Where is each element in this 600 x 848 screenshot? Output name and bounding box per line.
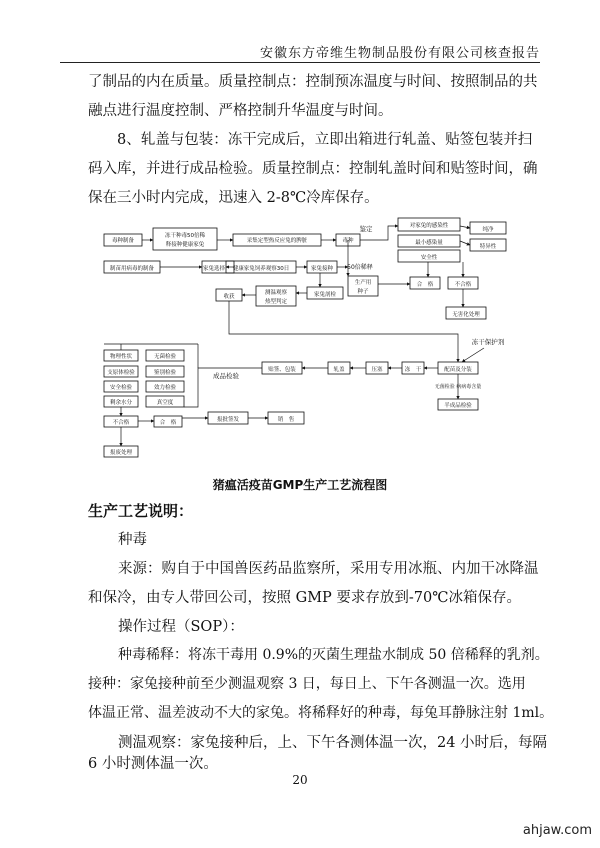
fc-pass-1: 合 格: [416, 282, 434, 288]
fc-safety-test: 安全检验: [109, 385, 133, 391]
fc-prod-seed-2: 种子: [357, 289, 369, 295]
fc-collect-spleen: 采集定型热反应兔的脾脏: [246, 238, 308, 244]
fc-fail-1: 不合格: [454, 282, 472, 288]
fc-sale: 销 售: [277, 417, 295, 423]
fc-min-dose: 最小感染量: [415, 240, 443, 246]
fc-product-test: 成品检验: [213, 372, 239, 380]
fc-harmless-1: 无害化处理: [452, 312, 480, 318]
fc-dilute-50: 50倍稀释: [347, 264, 373, 271]
fc-vacuum: 真空度: [156, 400, 174, 406]
fc-rabbit-inoc: 家兔接种: [310, 266, 334, 272]
source-line-2: 和保冷，由专人带回公司，按照 GMP 要求存放到-70℃冰箱保存。: [88, 590, 521, 606]
section-title: 生产工艺说明：: [88, 502, 194, 520]
fc-safety: 安全性: [420, 255, 438, 261]
header-rule: [60, 62, 540, 63]
fc-batch-issue: 报批签发: [216, 417, 240, 423]
fc-rabbit-infectivity: 对家兔的感染性: [409, 223, 449, 229]
fc-identify: 鉴定: [359, 225, 373, 233]
fc-fail-2: 不合格: [112, 420, 130, 426]
fc-prod-seed-1: 生产用: [354, 280, 372, 286]
source-line-1: 来源：购自于中国兽医药品监察所，采用专用冰瓶、内加干冰降温: [118, 561, 539, 577]
watermark: ahjaw.com: [522, 823, 592, 838]
fc-potency: 效力检验: [153, 385, 177, 391]
inoc-line-1: 接种：家兔接种前至少测温观察 3 日，每日上、下午各测温一次。选用: [88, 676, 526, 692]
paragraph-capping-packaging: 8、轧盖与包装：冻干完成后，立即出箱进行轧盖、贴签包装并扫码入库，并进行成品检验。质量控制点：控制轧盖时间和贴签时间，确保在三小时内完成，迅速入 2-8℃冷库保存。: [88, 132, 538, 206]
fc-observe-30: 健康家兔饲养观察30日: [232, 266, 290, 272]
fc-identification: 鉴别检验: [153, 370, 177, 376]
flowchart-caption: 猪瘟活疫苗GMP生产工艺流程图: [212, 478, 388, 492]
fc-moisture: 剩余水分: [109, 400, 133, 406]
fc-seed-inoc-2: 释接种健康家兔: [165, 242, 205, 248]
report-header: 安徽东方帝维生物制品股份有限公司核查报告: [259, 46, 540, 61]
fc-rabbit-necropsy: 家兔剖检: [313, 292, 337, 298]
fc-seed-prep: 毒种制备: [111, 238, 135, 244]
fc-harvest: 收获: [223, 294, 235, 300]
seed-title: 种毒: [118, 532, 147, 548]
fc-mycoplasma: 支原体检验: [107, 370, 135, 376]
fc-capping: 轧盖: [333, 367, 345, 373]
fc-sterile-virus: 无菌检验 病病毒含量: [434, 384, 482, 390]
paragraph-lyophilization-end: 了制品的内在质量。质量控制点：控制预冻温度与时间、按照制品的共融点进行温度控制、严格控制升华温度与时间。: [88, 74, 538, 119]
fc-physical: 物理性状: [109, 354, 133, 360]
fc-purity: 纯净: [482, 227, 494, 233]
temp-line-1: 测温观察：家兔接种后，上、下午各测体温一次，24 小时后，每隔: [118, 735, 548, 751]
dilute-line: 种毒稀释：将冻干毒用 0.9%的灭菌生理盐水制成 50 倍稀释的乳剂。: [118, 647, 549, 663]
temp-line-2: 6 小时测体温一次。: [88, 756, 218, 772]
fc-dispense: 配苗及分装: [444, 367, 472, 373]
fc-scrap: 报废处理: [109, 450, 133, 456]
fc-virus-prep: 制苗用病毒的制备: [109, 266, 155, 272]
fc-temp-judge-1: 测温观察: [264, 290, 288, 296]
fc-pass-2: 合 格: [159, 420, 177, 426]
fc-specificity: 特异性: [479, 244, 497, 250]
fc-seed: 毒种: [342, 238, 354, 244]
process-flowchart: [98, 214, 520, 462]
fc-temp-judge-2: 热型判定: [264, 299, 288, 305]
fc-semi-test: 半成品检验: [444, 403, 472, 409]
inoc-line-2: 体温正常、温差波动不大的家兔。将稀释好的种毒，每兔耳静脉注射 1ml。: [88, 705, 554, 721]
sop-title: 操作过程（SOP）：: [118, 619, 244, 635]
fc-label-pack: 贴签、包装: [268, 367, 296, 373]
page-number: 20: [292, 773, 308, 787]
fc-stoppering: 压塞: [371, 367, 383, 373]
fc-rabbit-select: 家兔选择: [202, 266, 226, 272]
fc-lyophilize: 冻 干: [404, 367, 422, 373]
fc-sterility: 无菌检验: [153, 354, 177, 360]
fc-lyo-protectant: 冻干保护剂: [471, 338, 505, 346]
fc-seed-inoc-1: 冻干种毒50倍稀: [165, 233, 205, 239]
